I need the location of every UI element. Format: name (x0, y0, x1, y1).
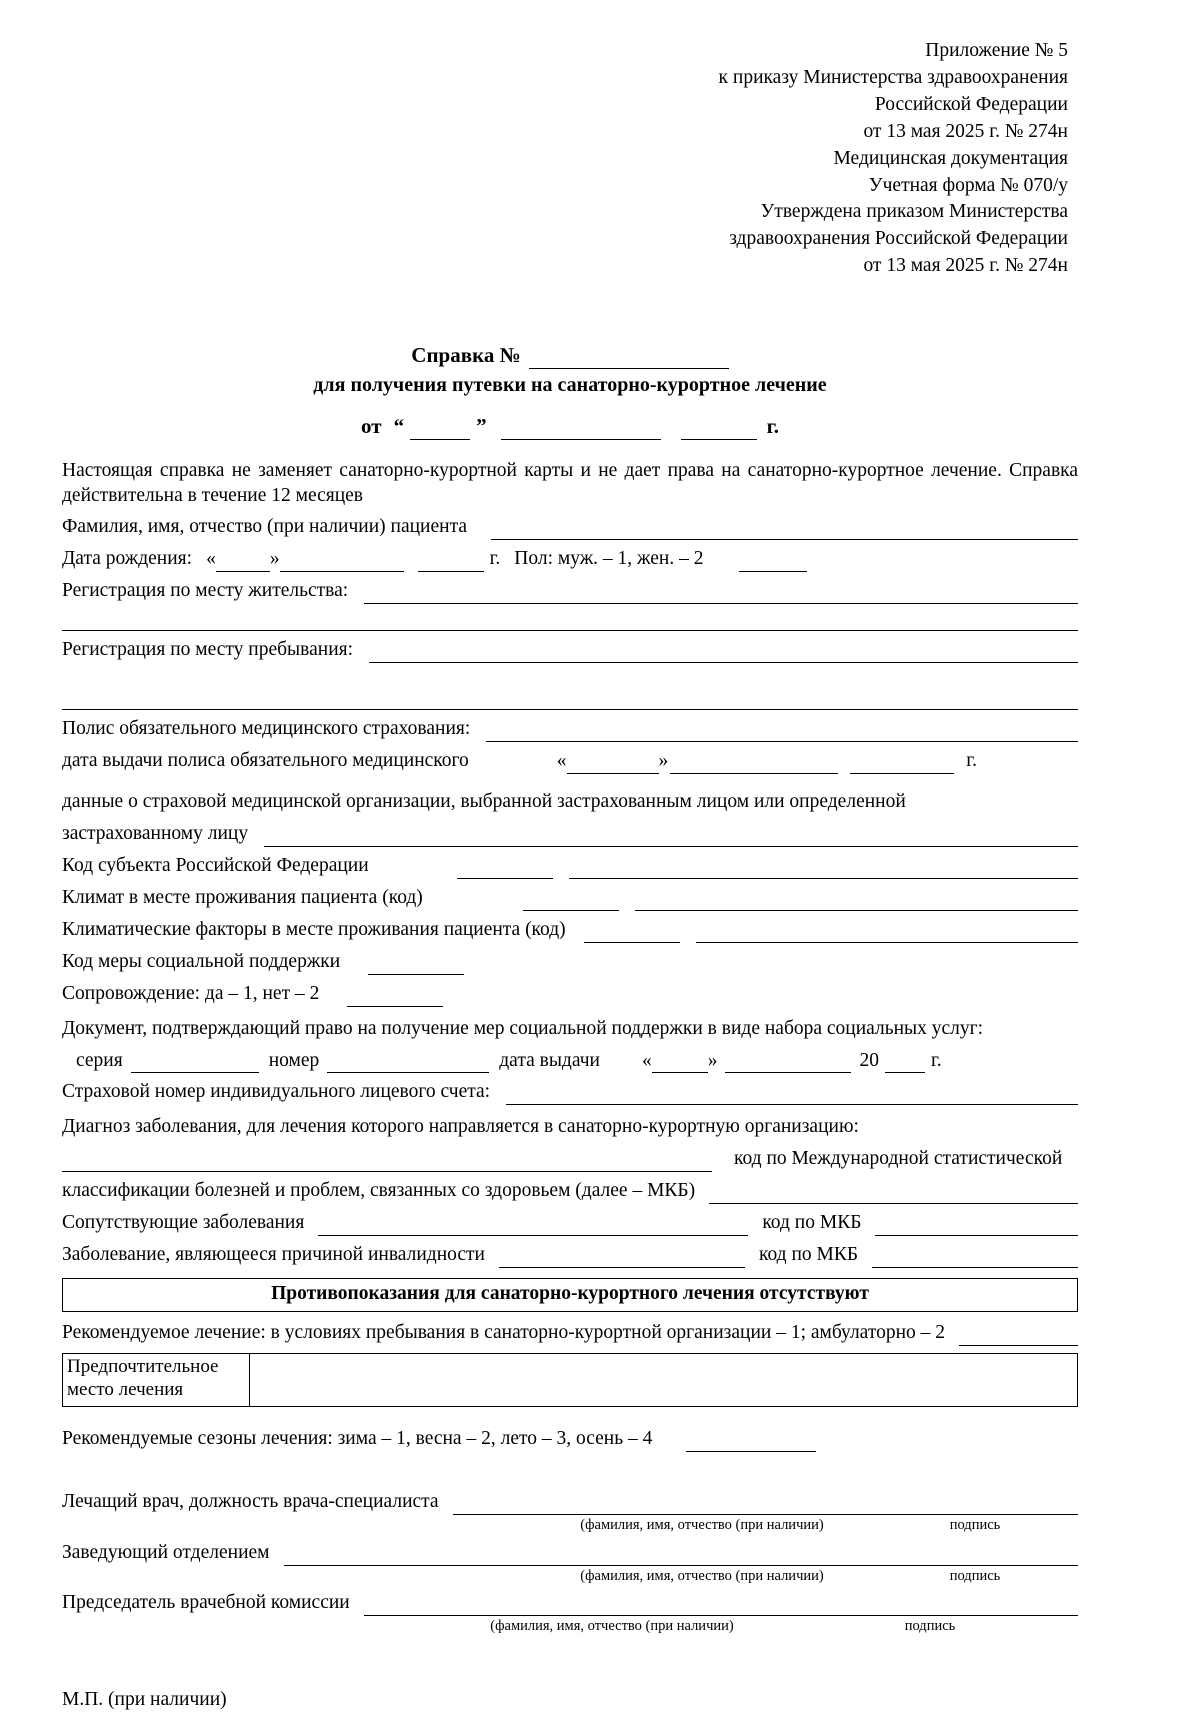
reg-zhit-blank-2[interactable] (62, 608, 1078, 631)
sezony-label: Рекомендуемые сезоны лечения: зима – 1, весна – 2, лето – 3, осень – 4 (62, 1428, 653, 1450)
diagnoz-label: Диагноз заболевания, для лечения которого направляется в санаторно-курортную организацию: (62, 1116, 859, 1138)
dv-month-blank[interactable] (725, 1053, 851, 1074)
kod-subj-blank-1[interactable] (457, 858, 553, 879)
nomer-blank[interactable] (327, 1053, 489, 1074)
polis-quote-open: « (556, 749, 567, 771)
nomer-label: номер (268, 1049, 320, 1071)
polis-label: Полис обязательного медицинского страхования: (62, 718, 471, 739)
reg-preb-blank-1[interactable] (369, 643, 1078, 664)
polis-month-blank[interactable] (670, 753, 838, 774)
sex-blank[interactable] (739, 552, 807, 573)
soprovozhdenie-label: Сопровождение: да – 1, нет – 2 (62, 982, 320, 1004)
row-birth (62, 547, 1078, 572)
chairman-caption-sign: подпись (904, 1618, 956, 1635)
rekom-lechenie-label: Рекомендуемое лечение: в условиях пребывания в санаторно-курортной организации – 1; амбулаторно – 2 (62, 1322, 946, 1344)
soput-kod-blank[interactable] (875, 1216, 1078, 1237)
soprovozhdenie-blank[interactable] (347, 986, 443, 1007)
row-rekom-lechenie (62, 1321, 1078, 1346)
chairman-caption-fio: (фамилия, имя, отчество (при наличии) (490, 1618, 734, 1635)
row-kod-subj (62, 854, 1078, 879)
polis-year-blank[interactable] (850, 753, 954, 774)
title-subtitle: для получения путевки на санаторно-курортное лечение (313, 374, 827, 397)
klimat-blank-2[interactable] (635, 890, 1078, 911)
head-label: Заведующий отделением (62, 1541, 270, 1563)
header-line-1: Приложение № 5 (925, 40, 1068, 61)
row-head (62, 1541, 1078, 1566)
mp-label: М.П. (при наличии) (62, 1688, 227, 1710)
header-line-9: от 13 мая 2025 г. № 274н (863, 255, 1068, 277)
year-blank[interactable] (681, 419, 757, 440)
header-line-5: Медицинская документация (833, 147, 1068, 169)
smo-line-1: данные о страховой медицинской организации, выбранной застрахованным лицом или определенной (62, 790, 906, 812)
row-klimat (62, 886, 1078, 911)
soput-kod-label: код по МКБ (762, 1212, 862, 1234)
smo-blank[interactable] (264, 826, 1078, 847)
row-sezony (62, 1427, 1078, 1452)
row-fio (62, 515, 1078, 540)
preferred-place-label-line1: Предпочтительное (67, 1356, 219, 1378)
fio-label: Фамилия, имя, отчество (при наличии) пациента (62, 516, 467, 538)
kod-subj-blank-2[interactable] (569, 858, 1078, 879)
birth-year-blank[interactable] (418, 552, 484, 573)
smo-line-2: застрахованному лицу (62, 822, 249, 844)
diagnoz-blank[interactable] (62, 1152, 712, 1173)
row-snils (62, 1080, 1078, 1105)
data-vydachi-label: дата выдачи (499, 1049, 600, 1071)
quote-open: “ (393, 413, 405, 438)
reg-preb-label: Регистрация по месту пребывания: (62, 639, 354, 661)
quote-close: ” (476, 413, 487, 438)
head-blank[interactable] (284, 1545, 1078, 1566)
preferred-place-box (62, 1353, 1078, 1407)
head-captions (62, 1567, 1078, 1586)
row-smo-2 (62, 822, 1078, 847)
header-line-7: Утверждена приказом Министерства (760, 201, 1068, 223)
birth-month-blank[interactable] (280, 552, 404, 573)
reg-zhit-blank-1[interactable] (364, 584, 1078, 605)
klim-faktory-label: Климатические факторы в месте проживания пациента (код) (62, 918, 566, 940)
birth-quote-open: « (206, 548, 216, 570)
fio-blank[interactable] (491, 520, 1078, 541)
row-doctor (62, 1490, 1078, 1515)
chairman-blank[interactable] (364, 1596, 1078, 1617)
sex-label: Пол: муж. – 1, жен. – 2 (514, 548, 704, 570)
kod-mery-label: Код меры социальной поддержки (62, 950, 341, 972)
dv-day-blank[interactable] (652, 1053, 708, 1074)
seriya-label: серия (76, 1049, 123, 1071)
klim-faktory-blank-1[interactable] (584, 922, 680, 943)
invalid-label: Заболевание, являющееся причиной инвалидности (62, 1244, 485, 1266)
seriya-blank[interactable] (131, 1053, 259, 1074)
dv-quote-open: « (641, 1049, 652, 1071)
header-line-4: от 13 мая 2025 г. № 274н (863, 120, 1068, 142)
sezony-blank[interactable] (686, 1432, 816, 1453)
row-klassifikaciya (62, 1179, 1078, 1204)
head-caption-sign: подпись (949, 1567, 1001, 1584)
spravka-number-blank[interactable] (529, 350, 729, 370)
row-kod-mery (62, 950, 1078, 975)
kod-subj-label: Код субъекта Российской Федерации (62, 854, 369, 876)
header-line-2: к приказу Министерства здравоохранения (718, 66, 1068, 88)
header-line-8: здравоохранения Российской Федерации (729, 228, 1068, 250)
birth-label: Дата рождения: (62, 548, 193, 570)
kod-mery-blank[interactable] (368, 954, 464, 975)
intro-paragraph: Настоящая справка не заменяет санаторно-курортной карты и не дает права на санаторно-курортное лечение. Справка действительна в течение 12 месяцев (62, 459, 1078, 506)
doctor-caption-fio: (фамилия, имя, отчество (при наличии) (580, 1517, 824, 1534)
klim-faktory-blank-2[interactable] (696, 922, 1078, 943)
dv-quote-close: » (707, 1049, 718, 1071)
birth-day-blank[interactable] (216, 552, 270, 573)
klimat-label: Климат в месте проживания пациента (код) (62, 886, 423, 908)
head-caption-fio: (фамилия, имя, отчество (при наличии) (580, 1567, 824, 1584)
protivopokazaniya-box: Противопоказания для санаторно-курортного лечения отсутствуют (62, 1278, 1078, 1312)
soput-label: Сопутствующие заболевания (62, 1212, 305, 1234)
dv-year-blank[interactable] (885, 1053, 925, 1074)
doc-title: Документ, подтверждающий право на получение мер социальной поддержки в виде набора социальных услуг: (62, 1017, 984, 1039)
klimat-blank-1[interactable] (523, 890, 619, 911)
reg-preb-blank-2[interactable] (62, 687, 1078, 710)
god-label: г. (766, 413, 779, 438)
klassifikaciya-label: классификации болезней и проблем, связанных со здоровьем (далее – МКБ) (62, 1180, 696, 1202)
snils-label: Страховой номер индивидуального лицевого счета: (62, 1081, 491, 1103)
doctor-label: Лечащий врач, должность врача-специалиста (62, 1491, 439, 1513)
row-diagnoz-blank (62, 1147, 1078, 1172)
rekom-lechenie-blank[interactable] (959, 1326, 1078, 1347)
title-block (62, 342, 1078, 439)
polis-date-label: дата выдачи полиса обязательного медицинского (62, 749, 469, 771)
row-doc-details (62, 1049, 1078, 1074)
preferred-place-label (63, 1354, 250, 1406)
header-line-6: Учетная форма № 070/у (868, 174, 1068, 196)
polis-god-label: г. (966, 749, 977, 771)
month-blank[interactable] (501, 419, 661, 440)
document-header (62, 38, 1068, 280)
row-soput (62, 1211, 1078, 1236)
doctor-caption-sign: подпись (949, 1517, 1001, 1534)
reg-zhit-label: Регистрация по месту жительства: (62, 580, 349, 602)
polis-day-blank[interactable] (567, 753, 659, 774)
row-chairman (62, 1591, 1078, 1616)
doctor-blank[interactable] (453, 1495, 1078, 1516)
polis-quote-close: » (658, 749, 669, 771)
header-line-3: Российской Федерации (874, 93, 1068, 115)
klassifikaciya-blank[interactable] (709, 1184, 1078, 1205)
dv-god-label: г. (930, 1049, 942, 1071)
row-polis-date (62, 749, 1078, 774)
row-klim-faktory (62, 918, 1078, 943)
ot-label: от (361, 413, 382, 438)
day-blank[interactable] (410, 419, 470, 440)
doctor-captions (62, 1516, 1078, 1535)
polis-blank[interactable] (486, 721, 1078, 742)
row-reg-preb (62, 638, 1078, 663)
invalid-kod-label: код по МКБ (758, 1244, 859, 1266)
birth-quote-close: » (269, 548, 280, 570)
birth-god-label: г. (489, 548, 501, 570)
preferred-place-input[interactable] (250, 1354, 1077, 1406)
row-invalid (62, 1243, 1078, 1268)
row-reg-zhit (62, 579, 1078, 604)
chairman-label: Председатель врачебной комиссии (62, 1592, 350, 1614)
row-soprovozhdenie (62, 982, 1078, 1007)
soput-blank[interactable] (318, 1216, 748, 1237)
dv-20-label: 20 (859, 1049, 879, 1071)
invalid-kod-blank[interactable] (872, 1248, 1078, 1269)
kod-mkb-tail: код по Международной статистической (734, 1148, 1063, 1170)
preferred-place-label-line2: место лечения (67, 1378, 184, 1400)
invalid-blank[interactable] (499, 1248, 745, 1269)
row-polis (62, 717, 1078, 742)
snils-blank[interactable] (506, 1085, 1078, 1106)
spravka-label: Справка № (411, 343, 521, 368)
